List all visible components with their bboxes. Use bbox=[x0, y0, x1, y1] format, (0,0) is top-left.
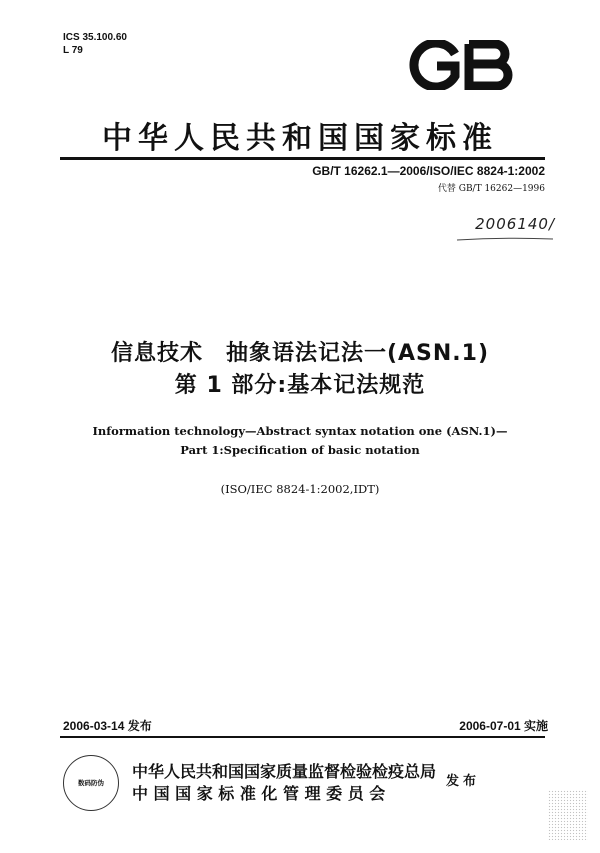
publish-label: 发布 bbox=[446, 774, 481, 789]
replaces-standard: 代替 GB/T 16262—1996 bbox=[437, 184, 545, 194]
standard-category-title: 中华人民共和国国家标准 bbox=[102, 121, 498, 156]
ccs-code: L 79 bbox=[63, 45, 83, 56]
issue-date: 2006-03-14 发布 bbox=[63, 719, 152, 733]
chinese-title-line1: 信息技术 抽象语法记法一(ASN.1) bbox=[110, 341, 490, 366]
classification-codes bbox=[63, 31, 127, 57]
issuer-sac: 中 国 国 家 标 准 化 管 理 委 员 会 bbox=[132, 784, 386, 803]
implementation-date: 2006-07-01 实施 bbox=[459, 719, 548, 733]
english-title-line2: Part 1:Specification of basic notation bbox=[180, 443, 420, 457]
standard-number: GB/T 16262.1—2006/ISO/IEC 8824-1:2002 bbox=[312, 164, 545, 178]
chinese-title-line2: 第 1 部分:基本记法规范 bbox=[174, 373, 426, 398]
handwritten-underline-icon bbox=[455, 236, 555, 242]
header-divider bbox=[60, 157, 545, 160]
issuer-aqsiq: 中华人民共和国国家质量监督检验检疫总局 bbox=[132, 762, 437, 781]
ics-code: ICS 35.100.60 bbox=[63, 32, 127, 43]
seal-text: 数码防伪 bbox=[78, 779, 104, 787]
english-title-line1: Information technology—Abstract syntax notation one (ASN.1)— bbox=[92, 424, 508, 438]
equivalence-note: (ISO/IEC 8824-1:2002,IDT) bbox=[220, 482, 380, 496]
footer-divider bbox=[60, 736, 545, 738]
gb-logo-icon bbox=[397, 40, 523, 90]
handwritten-note: 2006140/ bbox=[475, 215, 555, 233]
scan-noise-decoration bbox=[548, 790, 588, 840]
anti-counterfeit-seal-icon bbox=[63, 755, 119, 811]
